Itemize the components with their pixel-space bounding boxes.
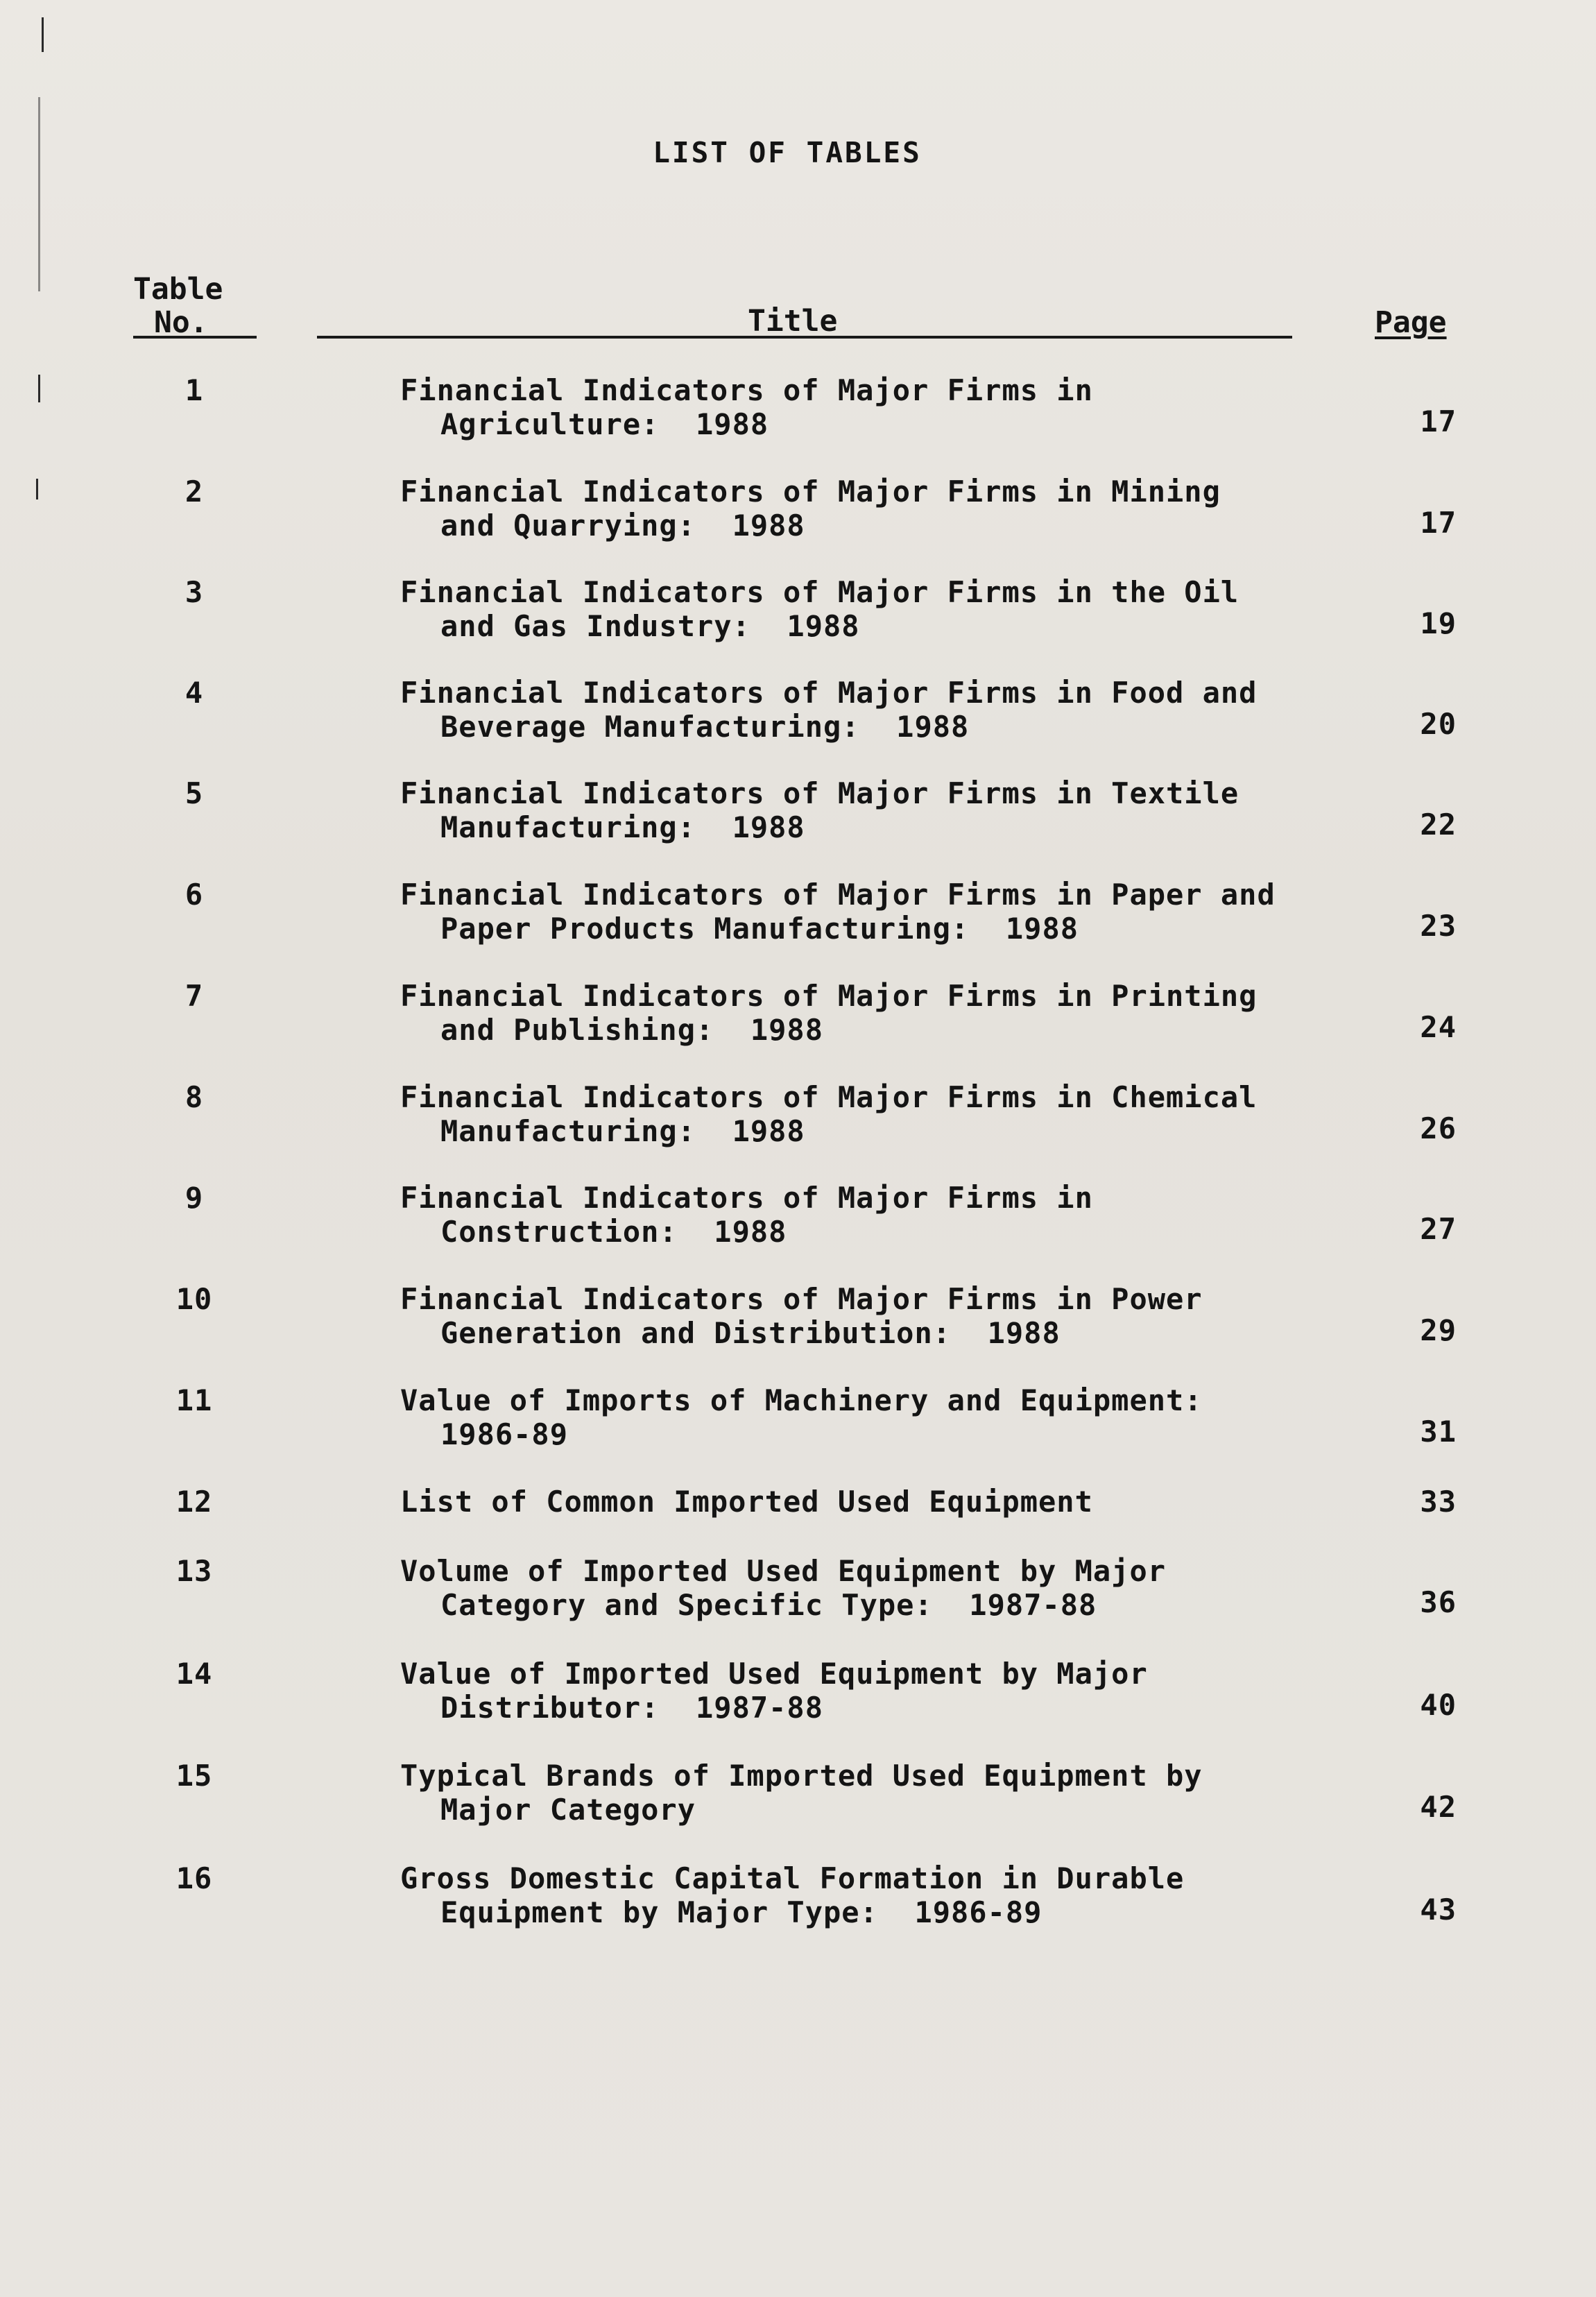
table-title-line-2: Beverage Manufacturing: 1988 (440, 710, 970, 744)
table-title-line-2: Paper Products Manufacturing: 1988 (440, 912, 1079, 946)
table-number: 12 (175, 1485, 213, 1519)
table-title-line-2: Generation and Distribution: 1988 (440, 1316, 1061, 1350)
table-number: 15 (175, 1759, 213, 1793)
table-title-line-1: Financial Indicators of Major Firms in Chemical (400, 1080, 1258, 1114)
table-title-line-1: Volume of Imported Used Equipment by Major (400, 1554, 1167, 1588)
column-rule-no (133, 336, 257, 339)
page-number: 24 (1420, 1010, 1457, 1044)
table-title-line-2: Construction: 1988 (440, 1215, 787, 1249)
table-number: 10 (175, 1282, 213, 1316)
table-title-line-2: 1986-89 (440, 1417, 569, 1451)
table-number: 16 (175, 1861, 213, 1895)
page-number: 27 (1420, 1212, 1457, 1246)
table-title-line-1: Gross Domestic Capital Formation in Durable (400, 1861, 1185, 1895)
page-number: 17 (1420, 404, 1457, 438)
table-number: 6 (185, 878, 204, 912)
page-number: 26 (1420, 1111, 1457, 1145)
page-number: 17 (1420, 506, 1457, 540)
table-title-line-2: Equipment by Major Type: 1986-89 (440, 1895, 1042, 1929)
table-title-line-2: and Quarrying: 1988 (440, 509, 805, 543)
table-title-line-2: Manufacturing: 1988 (440, 810, 805, 844)
scan-mark (38, 97, 40, 291)
column-header-table: Table (133, 272, 223, 307)
page-number: 43 (1420, 1893, 1457, 1927)
page-number: 19 (1420, 606, 1457, 640)
page-number: 22 (1420, 808, 1457, 842)
table-title-line-2: Manufacturing: 1988 (440, 1114, 805, 1148)
table-number: 7 (185, 979, 204, 1013)
table-title-line-1: Financial Indicators of Major Firms in (400, 373, 1093, 407)
table-number: 1 (185, 373, 204, 407)
page-number: 42 (1420, 1790, 1457, 1824)
scan-mark (42, 17, 44, 52)
page-number: 40 (1420, 1688, 1457, 1722)
table-title-line-1: Value of Imported Used Equipment by Major (400, 1657, 1148, 1691)
page-number: 33 (1420, 1485, 1457, 1519)
page-number: 31 (1420, 1415, 1457, 1449)
table-number: 11 (175, 1383, 213, 1417)
page-number: 29 (1420, 1313, 1457, 1347)
table-title-line-1: Financial Indicators of Major Firms in Paper and (400, 878, 1276, 912)
table-title-line-1: Financial Indicators of Major Firms in Printing (400, 979, 1258, 1013)
scan-mark (38, 375, 40, 402)
table-title-line-2: Major Category (440, 1793, 696, 1827)
table-number: 14 (175, 1657, 213, 1691)
page-number: 23 (1420, 909, 1457, 943)
table-title-line-1: Financial Indicators of Major Firms in Power (400, 1282, 1203, 1316)
table-title-line-2: Category and Specific Type: 1987-88 (440, 1588, 1097, 1622)
table-title-line-1: Financial Indicators of Major Firms in (400, 1181, 1093, 1215)
column-header-no: No. (154, 305, 208, 340)
table-title-line-1: Financial Indicators of Major Firms in Mining (400, 475, 1221, 509)
table-number: 2 (185, 475, 204, 509)
page-number: 36 (1420, 1585, 1457, 1619)
table-title-line-1: Typical Brands of Imported Used Equipment by (400, 1759, 1203, 1793)
table-title-line-2: and Gas Industry: 1988 (440, 609, 860, 643)
table-number: 5 (185, 776, 204, 810)
table-number: 9 (185, 1181, 204, 1215)
table-title-line-2: Distributor: 1987-88 (440, 1691, 824, 1725)
table-title-line-2: Agriculture: 1988 (440, 407, 769, 441)
page-title: LIST OF TABLES (653, 136, 922, 169)
column-rule-title (317, 336, 1292, 339)
page-number: 20 (1420, 707, 1457, 741)
table-number: 3 (185, 575, 204, 609)
table-number: 4 (185, 676, 204, 710)
table-title-line-1: Value of Imports of Machinery and Equipment: (400, 1383, 1203, 1417)
column-header-title: Title (748, 304, 838, 339)
table-title-line-1: Financial Indicators of Major Firms in Food and (400, 676, 1258, 710)
column-header-page: Page (1375, 305, 1447, 340)
scan-mark (36, 479, 38, 499)
table-number: 8 (185, 1080, 204, 1114)
table-title-line-2: and Publishing: 1988 (440, 1013, 824, 1047)
table-title-line-1: Financial Indicators of Major Firms in Textile (400, 776, 1239, 810)
table-number: 13 (175, 1554, 213, 1588)
table-title-line-1: Financial Indicators of Major Firms in the Oil (400, 575, 1239, 609)
table-title-line-1: List of Common Imported Used Equipment (400, 1485, 1093, 1519)
